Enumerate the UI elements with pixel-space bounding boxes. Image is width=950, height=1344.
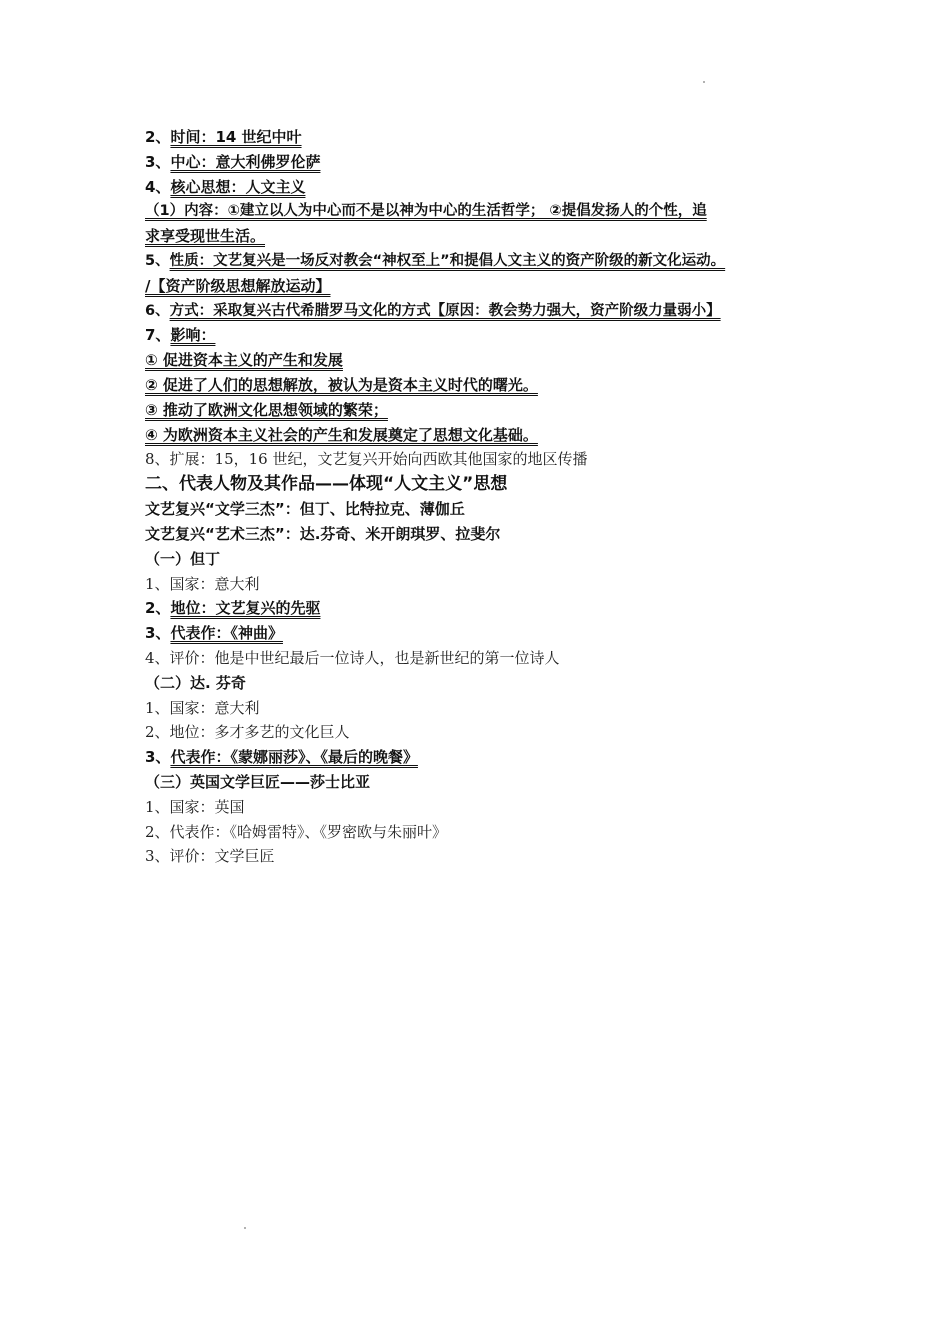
literature-three-masters: 文艺复兴“文学三杰”：但丁、比特拉克、薄伽丘 <box>145 500 465 519</box>
nature-line: 5、性质：文艺复兴是一场反对教会“神权至上”和提倡人文主义的资产阶级的新文化运动。 <box>145 252 726 269</box>
dante-evaluation: 4、评价：他是中世纪最后一位诗人，也是新世纪的第一位诗人 <box>145 648 560 667</box>
influence-item-3: ③ 推动了欧洲文化思想领域的繁荣； <box>145 400 388 419</box>
extension-line: 8、扩展：15，16 世纪，文艺复兴开始向西欧其他国家的地区传播 <box>145 450 588 469</box>
dante-country: 1、国家：意大利 <box>145 574 260 593</box>
influence-item-2: ② 促进了人们的思想解放，被认为是资本主义时代的曙光。 <box>145 375 538 394</box>
subheading-da-vinci: （二）达. 芬奇 <box>145 673 246 692</box>
center-line: 3、中心：意大利佛罗伦萨 <box>145 152 321 171</box>
speck-top <box>703 81 705 83</box>
core-idea-line: 4、核心思想：人文主义 <box>145 177 306 196</box>
subheading-shakespeare: （三）英国文学巨匠——莎士比亚 <box>145 772 371 791</box>
influence-heading: 7、影响： <box>145 326 216 345</box>
document-body <box>145 125 825 869</box>
dante-work: 3、代表作：《神曲》 <box>145 624 283 643</box>
content-line-2: 求享受现世生活。 <box>145 227 266 246</box>
nature-line-2: /【资产阶级思想解放运动】 <box>145 276 331 295</box>
influence-item-1: ① 促进资本主义的产生和发展 <box>145 351 343 370</box>
time-line: 2、时间：14 世纪中叶 <box>145 128 302 146</box>
speck-bottom <box>244 1227 246 1229</box>
dante-status: 2、地位：文艺复兴的先驱 <box>145 599 321 618</box>
da-vinci-works: 3、代表作：《蒙娜丽莎》、《最后的晚餐》 <box>145 748 418 767</box>
content-line-1: （1）内容：①建立以人为中心而不是以神为中心的生活哲学； ②提倡发扬人的个性，追 <box>145 203 707 220</box>
art-three-masters: 文艺复兴“艺术三杰”：达.芬奇、米开朗琪罗、拉斐尔 <box>145 524 501 543</box>
shakespeare-country: 1、国家：英国 <box>145 797 245 816</box>
subheading-dante: （一）但丁 <box>145 549 221 568</box>
shakespeare-evaluation: 3、评价：文学巨匠 <box>145 847 275 866</box>
da-vinci-status: 2、地位：多才多艺的文化巨人 <box>145 723 350 742</box>
method-line: 6、方式：采取复兴古代希腊罗马文化的方式【原因：教会势力强大，资产阶级力量弱小】 <box>145 302 721 319</box>
shakespeare-works: 2、代表作：《哈姆雷特》、《罗密欧与朱丽叶》 <box>145 822 448 841</box>
influence-item-4: ④ 为欧洲资本主义社会的产生和发展奠定了思想文化基础。 <box>145 425 538 444</box>
section-heading-2: 二、代表人物及其作品——体现“人文主义”思想 <box>145 474 508 495</box>
da-vinci-country: 1、国家：意大利 <box>145 698 260 717</box>
